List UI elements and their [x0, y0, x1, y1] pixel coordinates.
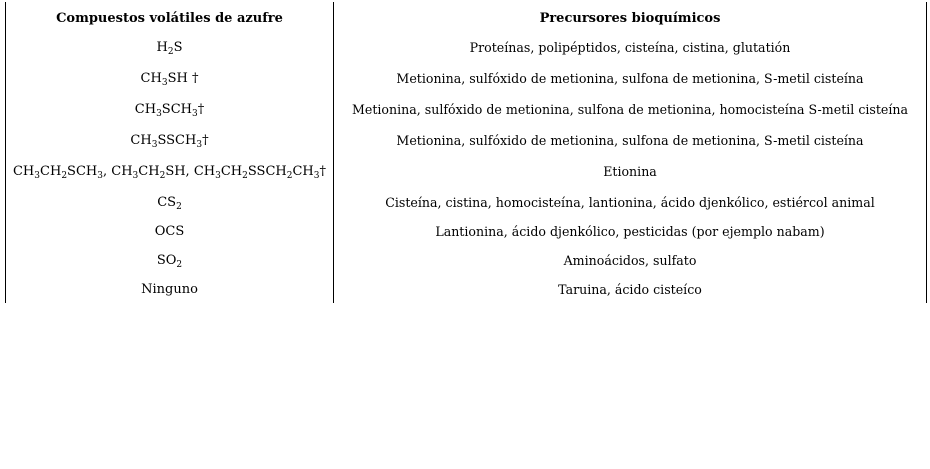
formula-text: SCH — [161, 102, 192, 117]
formula-text: SH † — [167, 71, 199, 86]
sulfur-compounds-table — [5, 2, 927, 303]
header-compounds: Compuestos volátiles de azufre — [6, 2, 334, 32]
formula-text: † — [202, 133, 209, 148]
precursors-cell: Taruina, ácido cisteíco — [334, 276, 927, 303]
formula-subscript: 2 — [176, 260, 183, 270]
compound-cell — [6, 245, 334, 276]
formula-text: CH — [130, 133, 152, 148]
compound-cell — [6, 63, 334, 94]
formula-text: OCS — [154, 224, 185, 239]
precursors-cell: Cisteína, cistina, homocisteína, lantionina, ácido djenkólico, estiércol animal — [334, 187, 927, 218]
precursors-cell: Aminoácidos, sulfato — [334, 245, 927, 276]
table-row — [6, 32, 927, 63]
formula-text: , CH — [102, 164, 133, 179]
precursors-cell: Lantionina, ácido djenkólico, pesticidas (por ejemplo nabam) — [334, 218, 927, 245]
table-row — [6, 125, 927, 156]
formula-subscript: 3 — [313, 171, 320, 181]
table-body — [6, 32, 927, 303]
formula-text: CH — [292, 164, 314, 179]
table-row — [6, 245, 927, 276]
compound-cell — [6, 276, 334, 303]
compound-cell — [6, 125, 334, 156]
formula-subscript: 2 — [176, 202, 182, 212]
formula-text: SSCH — [157, 133, 197, 148]
compound-cell — [6, 32, 334, 63]
precursors-cell: Proteínas, polipéptidos, cisteína, cistina, glutatión — [334, 32, 927, 63]
precursors-cell: Metionina, sulfóxido de metionina, sulfona de metionina, S-metil cisteína — [334, 125, 927, 156]
formula-subscript: 2 — [167, 47, 174, 57]
precursors-cell: Metionina, sulfóxido de metionina, sulfona de metionina, S-metil cisteína — [334, 63, 927, 94]
formula-text: CS — [157, 195, 177, 210]
formula-subscript: 3 — [34, 171, 41, 181]
table-row — [6, 276, 927, 303]
table-row — [6, 218, 927, 245]
formula-subscript: 3 — [215, 171, 221, 181]
formula-subscript: 2 — [242, 171, 248, 181]
formula-text: SO — [156, 253, 177, 268]
formula-subscript: 3 — [151, 140, 158, 150]
formula-subscript: 2 — [61, 171, 68, 181]
formula-text: H — [156, 40, 168, 55]
formula-text: CH — [40, 164, 62, 179]
compound-cell — [6, 94, 334, 125]
formula-subscript: 3 — [97, 171, 103, 181]
formula-text: CH — [220, 164, 243, 179]
formula-text: CH — [134, 102, 157, 117]
formula-text: Ninguno — [141, 282, 198, 297]
formula-subscript: 3 — [156, 109, 162, 119]
compound-cell — [6, 187, 334, 218]
table-header-row — [6, 2, 927, 32]
header-precursors: Precursores bioquímicos — [334, 2, 927, 32]
precursors-cell: Metionina, sulfóxido de metionina, sulfona de metionina, homocisteína S-metil cisteína — [334, 94, 927, 125]
formula-subscript: 3 — [132, 171, 139, 181]
table-row — [6, 156, 927, 187]
formula-text: SSCH — [247, 164, 287, 179]
table-row — [6, 94, 927, 125]
compound-cell — [6, 156, 334, 187]
precursors-cell: Etionina — [334, 156, 927, 187]
formula-subscript: 2 — [286, 171, 293, 181]
formula-text: CH — [140, 71, 162, 86]
formula-text: S — [173, 40, 183, 55]
compound-cell — [6, 218, 334, 245]
formula-text: CH — [12, 164, 35, 179]
formula-text: † — [197, 102, 205, 117]
formula-subscript: 2 — [159, 171, 166, 181]
formula-text: CH — [138, 164, 160, 179]
formula-text: SH, CH — [165, 164, 216, 179]
formula-text: SCH — [67, 164, 98, 179]
table-row — [6, 63, 927, 94]
formula-subscript: 3 — [161, 78, 168, 88]
formula-text: † — [319, 164, 327, 179]
formula-subscript: 3 — [196, 140, 203, 150]
formula-subscript: 3 — [192, 109, 198, 119]
table-row — [6, 187, 927, 218]
